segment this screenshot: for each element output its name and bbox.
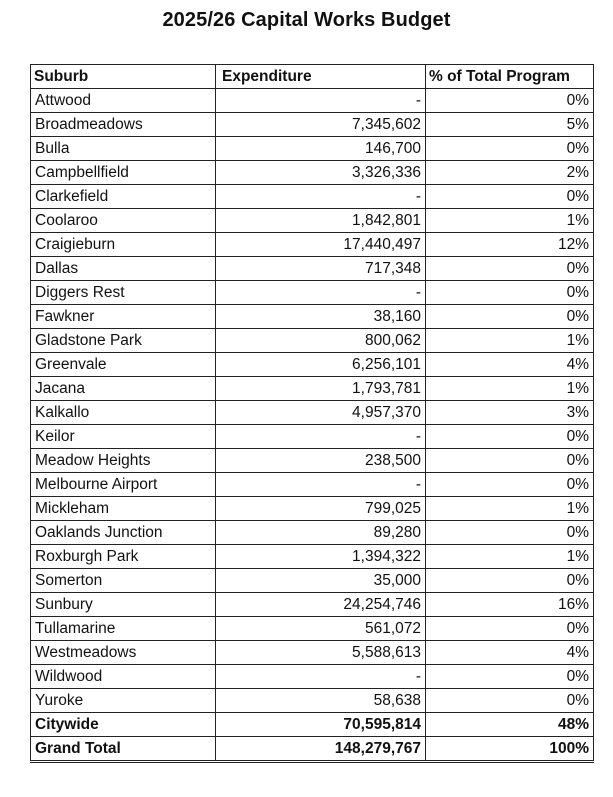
row-percent: 1% — [426, 545, 594, 569]
row-expenditure: - — [216, 425, 426, 449]
row-percent: 4% — [426, 353, 594, 377]
citywide-row — [31, 713, 594, 737]
row-percent: 0% — [426, 521, 594, 545]
row-expenditure: 70,595,814 — [216, 713, 426, 737]
table-row — [31, 521, 594, 545]
row-percent: 0% — [426, 137, 594, 161]
table-row — [31, 665, 594, 689]
row-expenditure: 238,500 — [216, 449, 426, 473]
table-row — [31, 353, 594, 377]
row-expenditure: 58,638 — [216, 689, 426, 713]
row-percent: 0% — [426, 305, 594, 329]
row-suburb: Dallas — [31, 257, 216, 281]
row-suburb: Tullamarine — [31, 617, 216, 641]
table-row — [31, 137, 594, 161]
table-row — [31, 185, 594, 209]
table-row — [31, 113, 594, 137]
table-row — [31, 89, 594, 113]
row-percent: 0% — [426, 425, 594, 449]
row-suburb: Fawkner — [31, 305, 216, 329]
row-percent: 0% — [426, 185, 594, 209]
row-expenditure: - — [216, 185, 426, 209]
table-row — [31, 401, 594, 425]
row-expenditure: 1,394,322 — [216, 545, 426, 569]
row-expenditure: 3,326,336 — [216, 161, 426, 185]
row-suburb: Sunbury — [31, 593, 216, 617]
row-suburb: Wildwood — [31, 665, 216, 689]
table-row — [31, 425, 594, 449]
row-expenditure: 148,279,767 — [216, 737, 426, 762]
table-body — [31, 89, 594, 762]
row-expenditure: 561,072 — [216, 617, 426, 641]
row-suburb: Bulla — [31, 137, 216, 161]
row-percent: 100% — [426, 737, 594, 762]
row-suburb: Meadow Heights — [31, 449, 216, 473]
row-expenditure: 17,440,497 — [216, 233, 426, 257]
row-percent: 2% — [426, 161, 594, 185]
row-suburb: Attwood — [31, 89, 216, 113]
row-expenditure: 1,793,781 — [216, 377, 426, 401]
row-suburb: Grand Total — [31, 737, 216, 762]
row-expenditure: 1,842,801 — [216, 209, 426, 233]
row-percent: 4% — [426, 641, 594, 665]
row-suburb: Somerton — [31, 569, 216, 593]
table-row — [31, 161, 594, 185]
row-percent: 1% — [426, 377, 594, 401]
table-row — [31, 593, 594, 617]
row-expenditure: 35,000 — [216, 569, 426, 593]
row-expenditure: 717,348 — [216, 257, 426, 281]
table-row — [31, 617, 594, 641]
row-percent: 1% — [426, 209, 594, 233]
row-suburb: Gladstone Park — [31, 329, 216, 353]
row-percent: 0% — [426, 473, 594, 497]
row-suburb: Jacana — [31, 377, 216, 401]
table-row — [31, 329, 594, 353]
grand-total-row — [31, 737, 594, 762]
row-suburb: Coolaroo — [31, 209, 216, 233]
row-expenditure: 4,957,370 — [216, 401, 426, 425]
table-row — [31, 545, 594, 569]
row-suburb: Diggers Rest — [31, 281, 216, 305]
row-suburb: Greenvale — [31, 353, 216, 377]
row-percent: 0% — [426, 689, 594, 713]
row-suburb: Clarkefield — [31, 185, 216, 209]
row-expenditure: - — [216, 473, 426, 497]
row-suburb: Westmeadows — [31, 641, 216, 665]
table-row — [31, 473, 594, 497]
row-expenditure: - — [216, 281, 426, 305]
row-percent: 1% — [426, 329, 594, 353]
row-percent: 0% — [426, 569, 594, 593]
row-suburb: Oaklands Junction — [31, 521, 216, 545]
capital-works-budget-table — [30, 64, 594, 763]
table-row — [31, 281, 594, 305]
row-suburb: Craigieburn — [31, 233, 216, 257]
row-expenditure: - — [216, 665, 426, 689]
header-suburb: Suburb — [31, 65, 216, 89]
row-percent: 0% — [426, 281, 594, 305]
row-expenditure: 6,256,101 — [216, 353, 426, 377]
header-expenditure: Expenditure — [216, 65, 426, 89]
row-percent: 16% — [426, 593, 594, 617]
row-percent: 0% — [426, 89, 594, 113]
table-row — [31, 641, 594, 665]
row-percent: 0% — [426, 617, 594, 641]
row-expenditure: 24,254,746 — [216, 593, 426, 617]
row-suburb: Roxburgh Park — [31, 545, 216, 569]
table-row — [31, 257, 594, 281]
row-expenditure: 146,700 — [216, 137, 426, 161]
row-expenditure: 799,025 — [216, 497, 426, 521]
table-row — [31, 305, 594, 329]
row-suburb: Keilor — [31, 425, 216, 449]
row-expenditure: - — [216, 89, 426, 113]
table-header-row — [31, 65, 594, 89]
row-expenditure: 800,062 — [216, 329, 426, 353]
table-row — [31, 569, 594, 593]
row-percent: 12% — [426, 233, 594, 257]
row-suburb: Citywide — [31, 713, 216, 737]
table-row — [31, 233, 594, 257]
table-row — [31, 377, 594, 401]
document-title: 2025/26 Capital Works Budget — [162, 9, 451, 31]
row-suburb: Mickleham — [31, 497, 216, 521]
row-expenditure: 38,160 — [216, 305, 426, 329]
row-percent: 0% — [426, 257, 594, 281]
table-row — [31, 689, 594, 713]
row-suburb: Broadmeadows — [31, 113, 216, 137]
row-percent: 1% — [426, 497, 594, 521]
table-row — [31, 497, 594, 521]
row-percent: 48% — [426, 713, 594, 737]
row-percent: 0% — [426, 449, 594, 473]
row-expenditure: 89,280 — [216, 521, 426, 545]
row-expenditure: 7,345,602 — [216, 113, 426, 137]
row-suburb: Campbellfield — [31, 161, 216, 185]
table-row — [31, 209, 594, 233]
row-suburb: Yuroke — [31, 689, 216, 713]
row-percent: 3% — [426, 401, 594, 425]
row-expenditure: 5,588,613 — [216, 641, 426, 665]
row-percent: 0% — [426, 665, 594, 689]
row-suburb: Kalkallo — [31, 401, 216, 425]
header-percent-of-total: % of Total Program — [426, 65, 594, 89]
row-percent: 5% — [426, 113, 594, 137]
row-suburb: Melbourne Airport — [31, 473, 216, 497]
table-row — [31, 449, 594, 473]
